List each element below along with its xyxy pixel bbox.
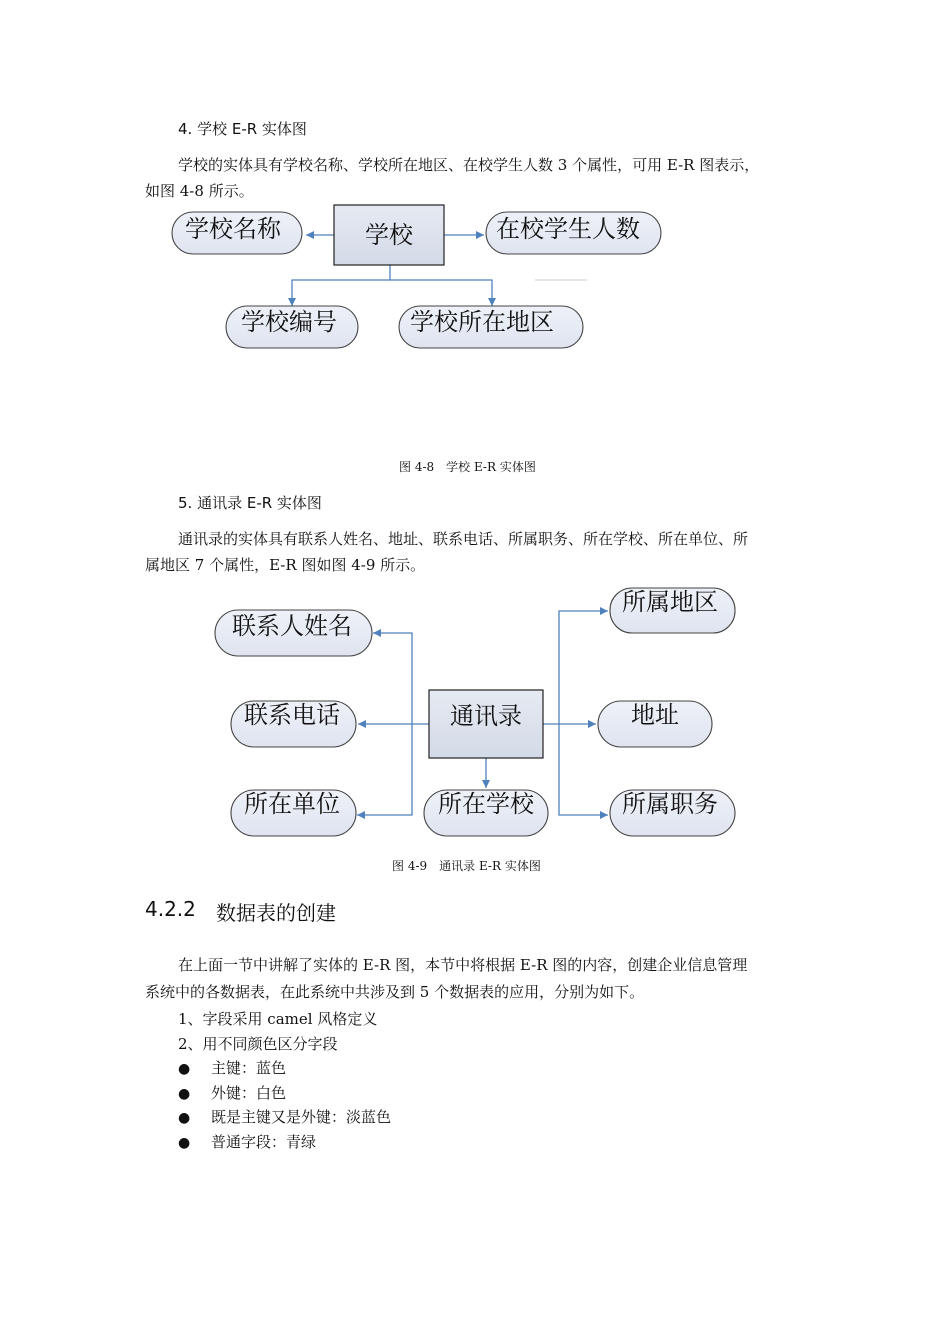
contacts-er-heading: 5. 通讯录 E-R 实体图	[178, 494, 322, 512]
svg-text:在校学生人数: 在校学生人数	[496, 215, 640, 243]
attr-contact-school	[424, 790, 548, 836]
svg-text:所在学校: 所在学校	[438, 790, 534, 818]
bullet-icon: ●	[178, 1061, 191, 1077]
figure-4-9-caption: 图 4-9 通讯录 E-R 实体图	[392, 859, 541, 873]
section-number: 4.2.2	[145, 897, 196, 921]
attr-contact-address	[598, 701, 712, 747]
bullet-text: 外键：白色	[211, 1084, 287, 1102]
bullet-icon: ●	[178, 1135, 191, 1151]
school-paragraph-line2: 如图 4-8 所示。	[145, 182, 254, 200]
bullet-item	[178, 1104, 392, 1132]
attr-school-id	[226, 306, 358, 348]
bullet-text: 主键：蓝色	[211, 1059, 287, 1077]
svg-text:所在单位: 所在单位	[244, 790, 340, 818]
attr-contact-phone	[231, 701, 356, 747]
svg-text:联系人姓名: 联系人姓名	[232, 612, 352, 640]
bullet-icon: ●	[178, 1110, 191, 1126]
svg-text:所属地区: 所属地区	[622, 588, 718, 616]
bullet-icon: ●	[178, 1086, 191, 1102]
attr-school-region	[399, 306, 583, 348]
contacts-entity-label: 通讯录	[450, 702, 522, 730]
svg-text:学校编号: 学校编号	[241, 308, 337, 336]
bullet-text: 普通字段：青绿	[211, 1133, 317, 1151]
attr-contact-name	[215, 610, 372, 656]
school-entity-box	[334, 205, 444, 265]
school-paragraph-line1: 学校的实体具有学校名称、学校所在地区、在校学生人数 3 个属性，可用 E-R 图表示，	[178, 156, 760, 174]
section-title: 数据表的创建	[216, 901, 336, 925]
contacts-paragraph-line2: 属地区 7 个属性，E-R 图如图 4-9 所示。	[145, 556, 426, 574]
figure-4-9	[215, 588, 735, 836]
attr-contact-region	[610, 588, 735, 633]
contacts-entity-box	[429, 690, 543, 758]
svg-text:地址: 地址	[631, 701, 679, 729]
school-er-heading: 4. 学校 E-R 实体图	[178, 120, 307, 138]
attr-school-name	[172, 212, 302, 254]
bullet-text: 既是主键又是外键：淡蓝色	[211, 1108, 392, 1126]
tables-paragraph-line1: 在上面一节中讲解了实体的 E-R 图，本节中将根据 E-R 图的内容，创建企业信息管理	[178, 956, 748, 974]
contacts-paragraph-line1: 通讯录的实体具有联系人姓名、地址、联系电话、所属职务、所在学校、所在单位、所	[178, 530, 749, 548]
tables-paragraph-line2: 系统中的各数据表，在此系统中共涉及到 5 个数据表的应用，分别为如下。	[145, 983, 645, 1001]
svg-text:所属职务: 所属职务	[622, 790, 718, 818]
list-item: 2、用不同颜色区分字段	[178, 1035, 338, 1053]
figure-4-8-caption: 图 4-8 学校 E-R 实体图	[399, 460, 536, 474]
attr-student-count	[486, 212, 661, 254]
school-entity-label: 学校	[365, 221, 413, 249]
svg-text:联系电话: 联系电话	[244, 701, 340, 729]
attr-contact-position	[610, 790, 735, 836]
svg-text:学校所在地区: 学校所在地区	[410, 308, 554, 336]
figure-4-8	[172, 205, 661, 348]
attr-contact-unit	[231, 790, 356, 836]
bullet-item	[178, 1129, 317, 1157]
svg-text:学校名称: 学校名称	[185, 215, 281, 243]
bullet-item	[178, 1055, 287, 1083]
list-item: 1、字段采用 camel 风格定义	[178, 1010, 378, 1028]
